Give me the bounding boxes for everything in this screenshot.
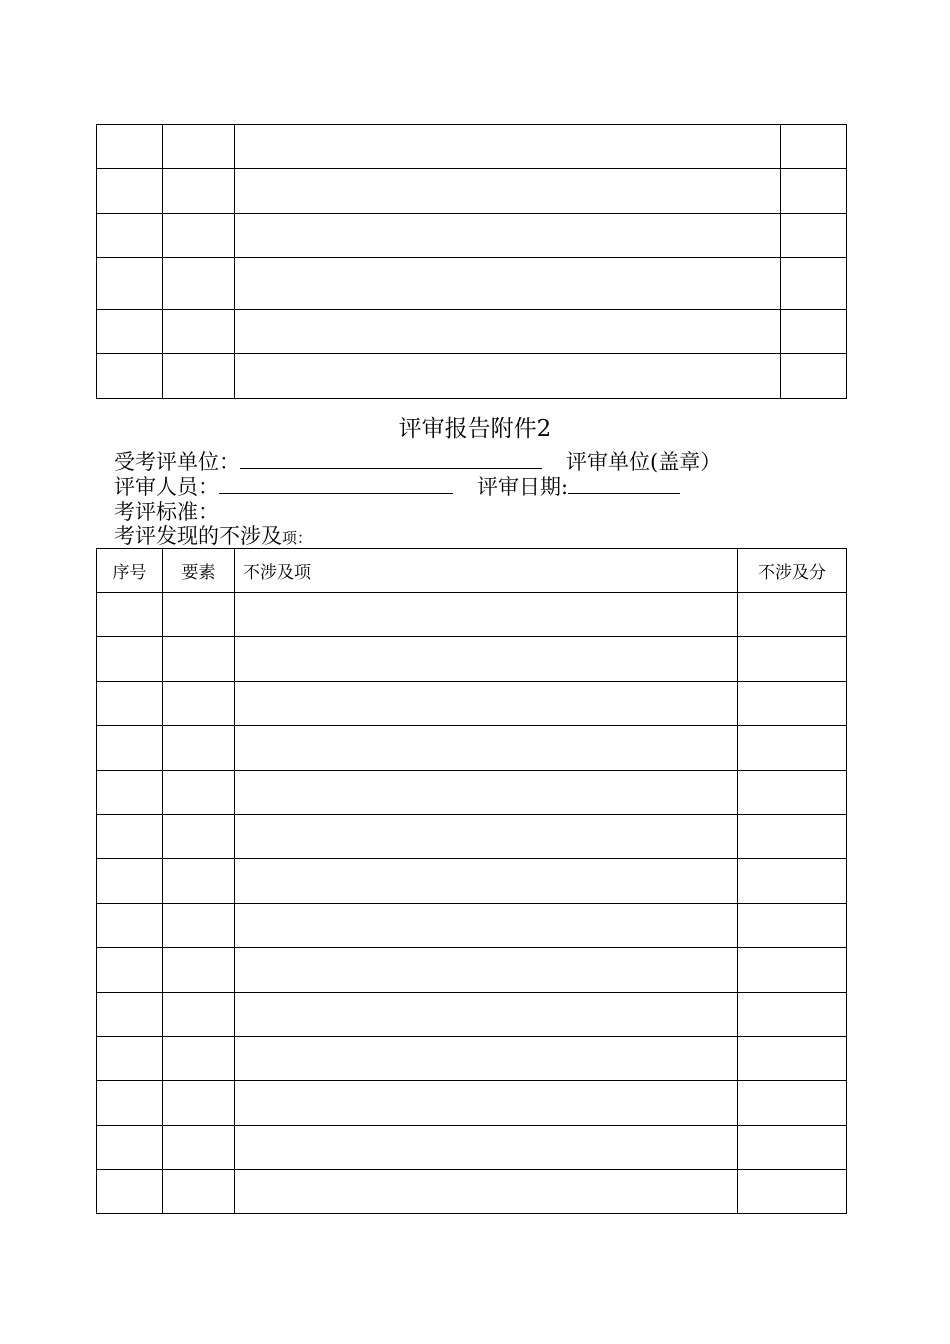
table-cell[interactable] <box>235 1170 738 1214</box>
table-row <box>97 214 847 258</box>
table-row <box>97 310 847 354</box>
reviewer-blank[interactable] <box>219 475 453 494</box>
table-cell[interactable] <box>97 593 163 637</box>
page-title: 评审报告附件2 <box>398 416 552 442</box>
table-cell[interactable] <box>235 354 781 399</box>
table-cell[interactable] <box>163 310 235 354</box>
unit-blank[interactable] <box>240 450 542 469</box>
table-cell[interactable] <box>235 1036 738 1080</box>
table-cell[interactable] <box>738 637 847 681</box>
table-cell[interactable] <box>781 214 847 258</box>
table-cell[interactable] <box>738 593 847 637</box>
table-cell[interactable] <box>235 859 738 903</box>
table-cell[interactable] <box>235 169 781 214</box>
table-cell[interactable] <box>781 310 847 354</box>
standard-line <box>114 500 219 524</box>
table-cell[interactable] <box>97 125 163 169</box>
table-cell[interactable] <box>163 125 235 169</box>
table-cell[interactable] <box>235 310 781 354</box>
table-cell[interactable] <box>163 258 235 310</box>
table-cell[interactable] <box>235 726 738 770</box>
table-cell[interactable] <box>163 1081 235 1125</box>
table-cell[interactable] <box>97 1081 163 1125</box>
table-cell[interactable] <box>235 992 738 1036</box>
table-row <box>97 125 847 169</box>
table-cell[interactable] <box>163 593 235 637</box>
table-cell[interactable] <box>738 1036 847 1080</box>
table-row <box>97 258 847 310</box>
header-cell-seq: 序号 <box>97 549 163 593</box>
table-cell[interactable] <box>163 1170 235 1214</box>
table-row <box>97 726 847 770</box>
table-row <box>97 169 847 214</box>
table-cell[interactable] <box>738 681 847 725</box>
table-cell[interactable] <box>97 992 163 1036</box>
table-cell[interactable] <box>163 726 235 770</box>
header-cell-score: 不涉及分 <box>738 549 847 593</box>
table-cell[interactable] <box>163 681 235 725</box>
table-cell[interactable] <box>163 859 235 903</box>
bottom-table <box>96 548 847 1214</box>
reviewer-line <box>114 475 680 499</box>
table-row <box>97 1125 847 1169</box>
table-cell[interactable] <box>738 859 847 903</box>
table-cell[interactable] <box>235 214 781 258</box>
reviewer-label: 评审人员： <box>114 475 219 499</box>
table-cell[interactable] <box>738 1081 847 1125</box>
table-cell[interactable] <box>163 637 235 681</box>
table-cell[interactable] <box>781 125 847 169</box>
table-cell[interactable] <box>163 992 235 1036</box>
table-cell[interactable] <box>235 637 738 681</box>
table-cell[interactable] <box>163 1125 235 1169</box>
table-row <box>97 948 847 992</box>
table-row <box>97 903 847 947</box>
found-label-tail: 项： <box>282 529 313 547</box>
table-cell[interactable] <box>235 1125 738 1169</box>
top-table <box>96 124 847 399</box>
table-cell[interactable] <box>235 593 738 637</box>
bottom-table-body <box>97 593 847 1214</box>
seal-label: 评审单位(盖章） <box>566 450 722 474</box>
table-cell[interactable] <box>781 169 847 214</box>
date-label: 评审日期: <box>477 475 569 499</box>
table-cell[interactable] <box>163 214 235 258</box>
table-header-row <box>97 549 847 593</box>
table-cell[interactable] <box>738 903 847 947</box>
table-row <box>97 1036 847 1080</box>
table-cell[interactable] <box>738 1125 847 1169</box>
date-blank[interactable] <box>568 475 680 494</box>
table-cell[interactable] <box>163 814 235 858</box>
table-cell[interactable] <box>97 310 163 354</box>
table-cell[interactable] <box>235 948 738 992</box>
standard-label: 考评标准： <box>114 500 219 524</box>
top-table-body <box>97 125 847 399</box>
table-cell[interactable] <box>97 681 163 725</box>
table-row <box>97 814 847 858</box>
table-cell[interactable] <box>163 169 235 214</box>
table-cell[interactable] <box>97 637 163 681</box>
table-cell[interactable] <box>97 814 163 858</box>
table-row <box>97 681 847 725</box>
table-row <box>97 593 847 637</box>
table-cell[interactable] <box>738 992 847 1036</box>
table-cell[interactable] <box>97 770 163 814</box>
unit-label: 受考评单位： <box>114 450 240 474</box>
table-cell[interactable] <box>781 258 847 310</box>
table-cell[interactable] <box>163 770 235 814</box>
table-cell[interactable] <box>235 125 781 169</box>
table-cell[interactable] <box>163 903 235 947</box>
table-cell[interactable] <box>235 1081 738 1125</box>
table-cell[interactable] <box>163 948 235 992</box>
table-cell[interactable] <box>235 814 738 858</box>
table-cell[interactable] <box>97 1170 163 1214</box>
table-cell[interactable] <box>163 354 235 399</box>
table-cell[interactable] <box>738 814 847 858</box>
table-cell[interactable] <box>97 169 163 214</box>
table-row <box>97 1170 847 1214</box>
table-cell[interactable] <box>97 726 163 770</box>
table-cell[interactable] <box>97 354 163 399</box>
table-row <box>97 859 847 903</box>
table-cell[interactable] <box>738 1170 847 1214</box>
header-cell-element: 要素 <box>163 549 235 593</box>
found-line <box>114 524 312 550</box>
table-cell[interactable] <box>97 859 163 903</box>
table-cell[interactable] <box>97 903 163 947</box>
table-cell[interactable] <box>781 354 847 399</box>
table-cell[interactable] <box>235 258 781 310</box>
table-row <box>97 992 847 1036</box>
table-cell[interactable] <box>235 681 738 725</box>
table-cell[interactable] <box>738 948 847 992</box>
header-cell-item: 不涉及项 <box>235 549 738 593</box>
table-cell[interactable] <box>97 1125 163 1169</box>
table-cell[interactable] <box>97 948 163 992</box>
table-cell[interactable] <box>738 770 847 814</box>
table-cell[interactable] <box>235 770 738 814</box>
table-cell[interactable] <box>738 726 847 770</box>
found-label: 考评发现的不涉及 <box>114 524 282 548</box>
table-cell[interactable] <box>97 1036 163 1080</box>
table-row <box>97 1081 847 1125</box>
table-row <box>97 637 847 681</box>
table-cell[interactable] <box>235 903 738 947</box>
table-cell[interactable] <box>97 258 163 310</box>
table-row <box>97 354 847 399</box>
unit-line <box>114 450 721 474</box>
table-cell[interactable] <box>97 214 163 258</box>
table-cell[interactable] <box>163 1036 235 1080</box>
table-row <box>97 770 847 814</box>
